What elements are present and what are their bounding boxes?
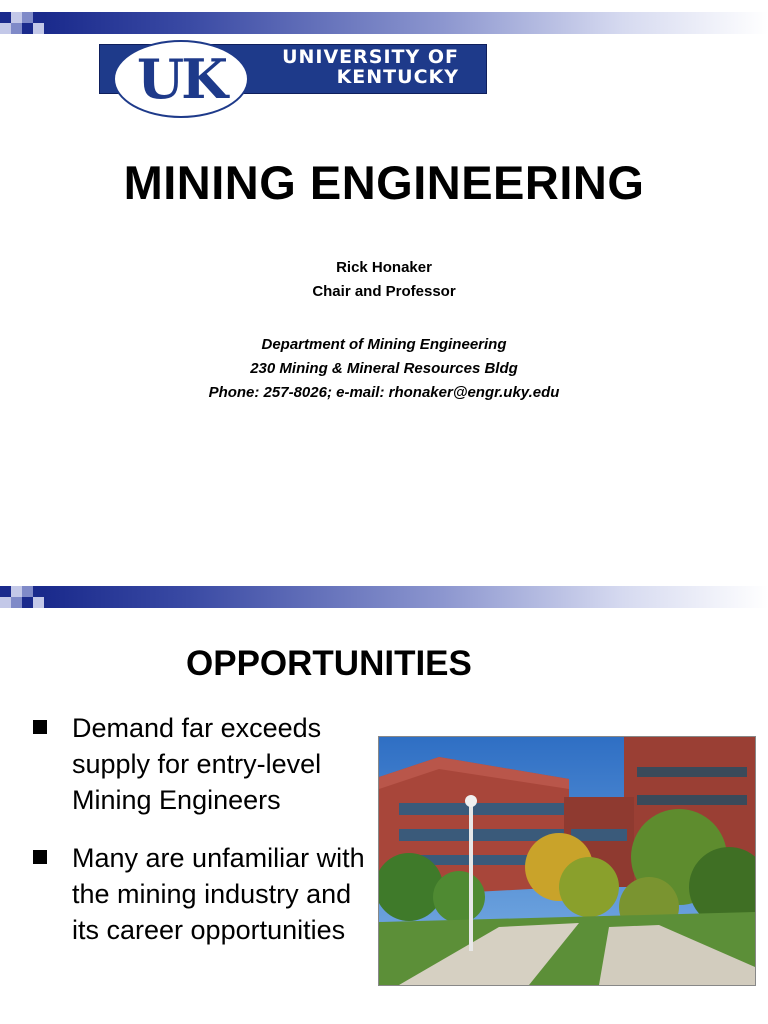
list-item <box>30 840 380 948</box>
gradient-bar <box>44 12 768 34</box>
pixel-square <box>0 23 11 34</box>
pixel-square <box>0 586 11 597</box>
logo-line-1: UNIVERSITY OF <box>282 46 459 68</box>
department-name: Department of Mining Engineering <box>261 336 507 353</box>
slide-title: OPPORTUNITIES <box>186 644 472 683</box>
pixel-square <box>33 586 44 597</box>
pixel-square <box>0 12 11 23</box>
logo-monogram: UK <box>136 47 226 111</box>
pixel-square <box>22 597 33 608</box>
square-bullet-icon <box>33 850 47 864</box>
pixel-square <box>33 12 44 23</box>
pixel-square <box>0 597 11 608</box>
list-item <box>30 710 380 818</box>
pixel-square <box>33 597 44 608</box>
pixel-square <box>11 597 22 608</box>
university-of-kentucky-logo <box>99 40 487 120</box>
pixel-square <box>22 12 33 23</box>
logo-line-2: KENTUCKY <box>336 66 459 88</box>
bullet-list <box>30 710 380 970</box>
pixel-square <box>11 23 22 34</box>
decorative-header-strip <box>0 586 768 608</box>
pixel-square <box>22 586 33 597</box>
opportunities-slide <box>0 574 768 1024</box>
author-name: Rick Honaker <box>336 259 432 276</box>
pixel-square <box>11 586 22 597</box>
bullet-text: Demand far exceeds supply for entry-level Mining Engineers <box>72 713 322 815</box>
author-title: Chair and Professor <box>312 283 456 300</box>
gradient-bar <box>44 586 768 608</box>
campus-building-photo <box>378 736 756 986</box>
pixel-square <box>11 12 22 23</box>
pixel-square <box>22 23 33 34</box>
contact-info: Phone: 257-8026; e-mail: rhonaker@engr.uky.edu <box>208 384 560 401</box>
pixel-square <box>33 23 44 34</box>
building-address: 230 Mining & Mineral Resources Bldg <box>250 360 518 377</box>
square-bullet-icon <box>33 720 47 734</box>
decorative-header-strip <box>0 12 768 34</box>
bullet-text: Many are unfamiliar with the mining industry and its career opportunities <box>72 843 365 945</box>
page-title: MINING ENGINEERING <box>123 156 645 209</box>
